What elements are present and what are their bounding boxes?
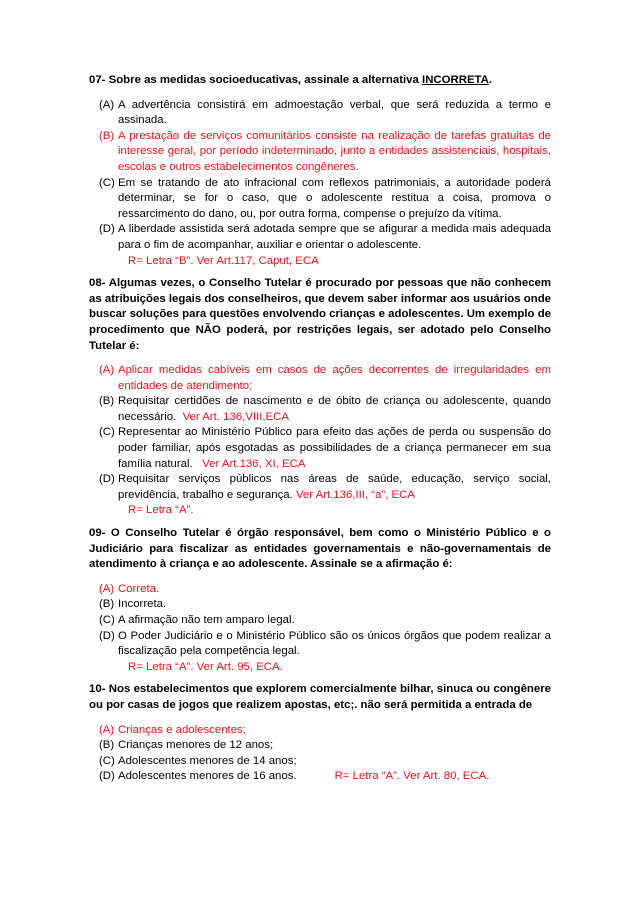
option-b xyxy=(99,129,551,176)
answer-line: R= Letra “A”. xyxy=(128,504,194,517)
question-title: 08- Algumas vezes, o Conselho Tutelar é procurado por pessoas que não conhecem as atribuições legais dos conselheiros, que devem saber informar aos usuários onde buscar soluções para questões envolvendo crianças e adolescentes. Um exemplo de procedimento que NÃO poderá, por restrições legais, ser adotado pelo Conselho Tutelar é: xyxy=(89,277,551,352)
option-letter: (B) xyxy=(99,129,115,142)
question-title xyxy=(89,73,551,89)
option-text: Adolescentes menores de 16 anos. xyxy=(118,770,297,783)
options-list xyxy=(89,363,551,519)
option-letter: (D) xyxy=(99,770,115,783)
question-07 xyxy=(89,73,551,269)
answer-line: R= Letra “A”. Ver Art. 80, ECA. xyxy=(334,770,490,783)
option-d xyxy=(99,769,551,785)
option-c xyxy=(99,425,551,472)
question-title: 09- O Conselho Tutelar é órgão responsável, bem como o Ministério Público e o Judiciário para fiscalizar as entidades governamentais e não-governamentais de atendimento à criança e ao adolescente. Assinale se a afirmação é: xyxy=(89,527,551,571)
option-text: Crianças menores de 12 anos; xyxy=(118,739,274,752)
answer-line: R= Letra “B”. Ver Art.117, Caput, ECA xyxy=(128,254,319,267)
option-text: Representar ao Ministério Público para efeito das ações de perda ou suspensão do poder familiar, após esgotadas as possibilidades de a criança permanecer em sua família natural. xyxy=(118,426,551,470)
option-text: Crianças e adolescentes; xyxy=(118,723,246,736)
question-title: 10- Nos estabelecimentos que explorem comercialmente bilhar, sinuca ou congênere ou por casas de jogos que realizem apostas, etc;. não será permitida a entrada de xyxy=(89,683,551,711)
option-text: Incorreta. xyxy=(118,598,167,611)
option-a xyxy=(99,98,551,129)
title-emphasis: INCORRETA xyxy=(422,74,489,86)
option-letter: (B) xyxy=(99,395,115,408)
option-letter: (D) xyxy=(99,223,115,236)
option-c xyxy=(99,176,551,223)
option-text: Requisitar certidões de nascimento e de óbito de criança ou adolescente, quando necessário. xyxy=(118,395,551,423)
answer-line: R= Letra “A”. Ver Art. 95, ECA. xyxy=(128,660,283,673)
option-text: Requisitar serviços públicos nas áreas de saúde, educação, serviço social, previdência, trabalho e segurança. xyxy=(118,473,551,501)
option-text: A advertência consistirá em admoestação verbal, que será reduzida a termo e assinada. xyxy=(118,98,551,127)
option-letter: (A) xyxy=(99,98,115,111)
question-10 xyxy=(89,682,551,785)
option-a xyxy=(99,723,551,739)
question-08 xyxy=(89,276,551,519)
option-a xyxy=(99,582,551,598)
option-letter: (B) xyxy=(99,739,115,752)
option-b xyxy=(99,394,551,425)
law-reference: Ver Art.136,III, “a”, ECA xyxy=(295,488,415,501)
option-letter: (A) xyxy=(99,723,115,736)
title-text: 07- Sobre as medidas socioeducativas, assinale a alternativa xyxy=(89,74,423,86)
law-reference: Ver Art. 136,VIII,ECA xyxy=(182,410,289,423)
option-text: Em se tratando de ato infracional com reflexos patrimoniais, a autoridade poderá determinar, se for o caso, que o adolescente restitua a coisa, promova o ressarcimento do dano, ou, por outra forma, compense o prejuízo da vítima. xyxy=(118,176,551,220)
option-text: A prestação de serviços comunitários consiste na realização de tarefas gratuitas de interesse geral, por período indeterminado, junto a entidades assistenciais, hospitais, escolas e outros estabelecimentos congêneres. xyxy=(118,129,551,173)
law-reference: Ver Art.136, XI, ECA xyxy=(202,457,306,470)
option-letter: (C) xyxy=(99,614,115,626)
option-text: O Poder Judiciário e o Ministério Público são os únicos órgãos que podem realizar a fiscalização pela competência legal. xyxy=(118,629,551,658)
options-list xyxy=(89,98,551,270)
option-c xyxy=(99,613,551,629)
option-letter: (C) xyxy=(99,754,115,767)
option-b xyxy=(99,597,551,613)
option-c xyxy=(99,754,551,770)
option-d xyxy=(99,222,551,253)
option-text: A afirmação não tem amparo legal. xyxy=(118,614,295,626)
option-d xyxy=(99,629,551,660)
option-letter: (C) xyxy=(99,426,115,439)
option-letter: (A) xyxy=(99,582,115,595)
option-text: Aplicar medidas cabíveis em casos de ações decorrentes de irregularidades em entidades de atendimento; xyxy=(118,364,551,392)
option-letter: (B) xyxy=(99,598,115,611)
option-letter: (A) xyxy=(99,364,115,377)
option-letter: (D) xyxy=(99,473,115,486)
option-text: Correta. xyxy=(118,582,160,595)
options-list xyxy=(89,582,551,676)
option-text: A liberdade assistida será adotada sempre que se afigurar a medida mais adequada para o fim de acompanhar, auxiliar e orientar o adolescente. xyxy=(118,223,551,251)
question-09 xyxy=(89,526,551,675)
option-d xyxy=(99,472,551,503)
option-letter: (D) xyxy=(99,629,115,642)
options-list xyxy=(89,723,551,785)
option-b xyxy=(99,738,551,754)
title-period: . xyxy=(488,74,493,86)
option-a xyxy=(99,363,551,394)
option-text: Adolescentes menores de 14 anos; xyxy=(118,754,297,767)
option-letter: (C) xyxy=(99,176,115,189)
